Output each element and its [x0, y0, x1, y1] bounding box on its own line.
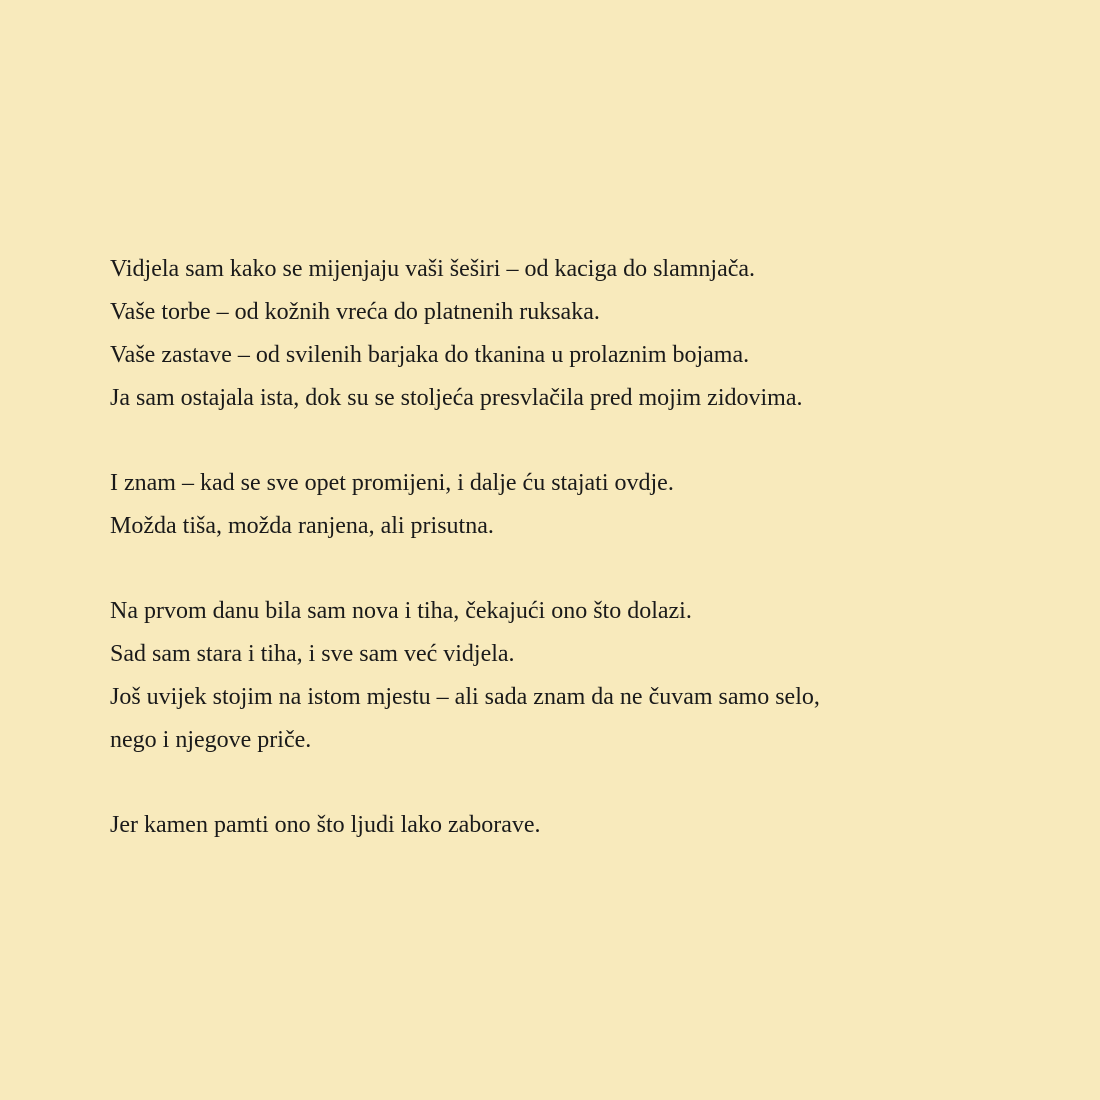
poem-line: Još uvijek stojim na istom mjestu – ali sada znam da ne čuvam samo selo,: [110, 684, 820, 710]
poem-line: Jer kamen pamti ono što ljudi lako zaborave.: [110, 812, 541, 838]
stanza-1: [110, 248, 1010, 420]
poem-line: Vidjela sam kako se mijenjaju vaši šeširi – od kaciga do slamnjača.: [110, 256, 756, 282]
poem-line: nego i njegove priče.: [110, 727, 312, 753]
poem-line: Ja sam ostajala ista, dok su se stoljeća presvlačila pred mojim zidovima.: [110, 385, 803, 411]
poem-line: Vaše zastave – od svilenih barjaka do tkanina u prolaznim bojama.: [110, 342, 750, 368]
poem-line: Možda tiša, možda ranjena, ali prisutna.: [110, 513, 494, 539]
poem-line: Vaše torbe – od kožnih vreća do platnenih ruksaka.: [110, 299, 600, 325]
poem-line: I znam – kad se sve opet promijeni, i dalje ću stajati ovdje.: [110, 470, 674, 496]
stanza-2: [110, 462, 1010, 548]
stanza-3: [110, 590, 1010, 762]
poem-text: [110, 248, 1010, 889]
stanza-4: [110, 804, 1010, 847]
poem-line: Sad sam stara i tiha, i sve sam već vidjela.: [110, 641, 515, 667]
poem-line: Na prvom danu bila sam nova i tiha, čekajući ono što dolazi.: [110, 598, 692, 624]
